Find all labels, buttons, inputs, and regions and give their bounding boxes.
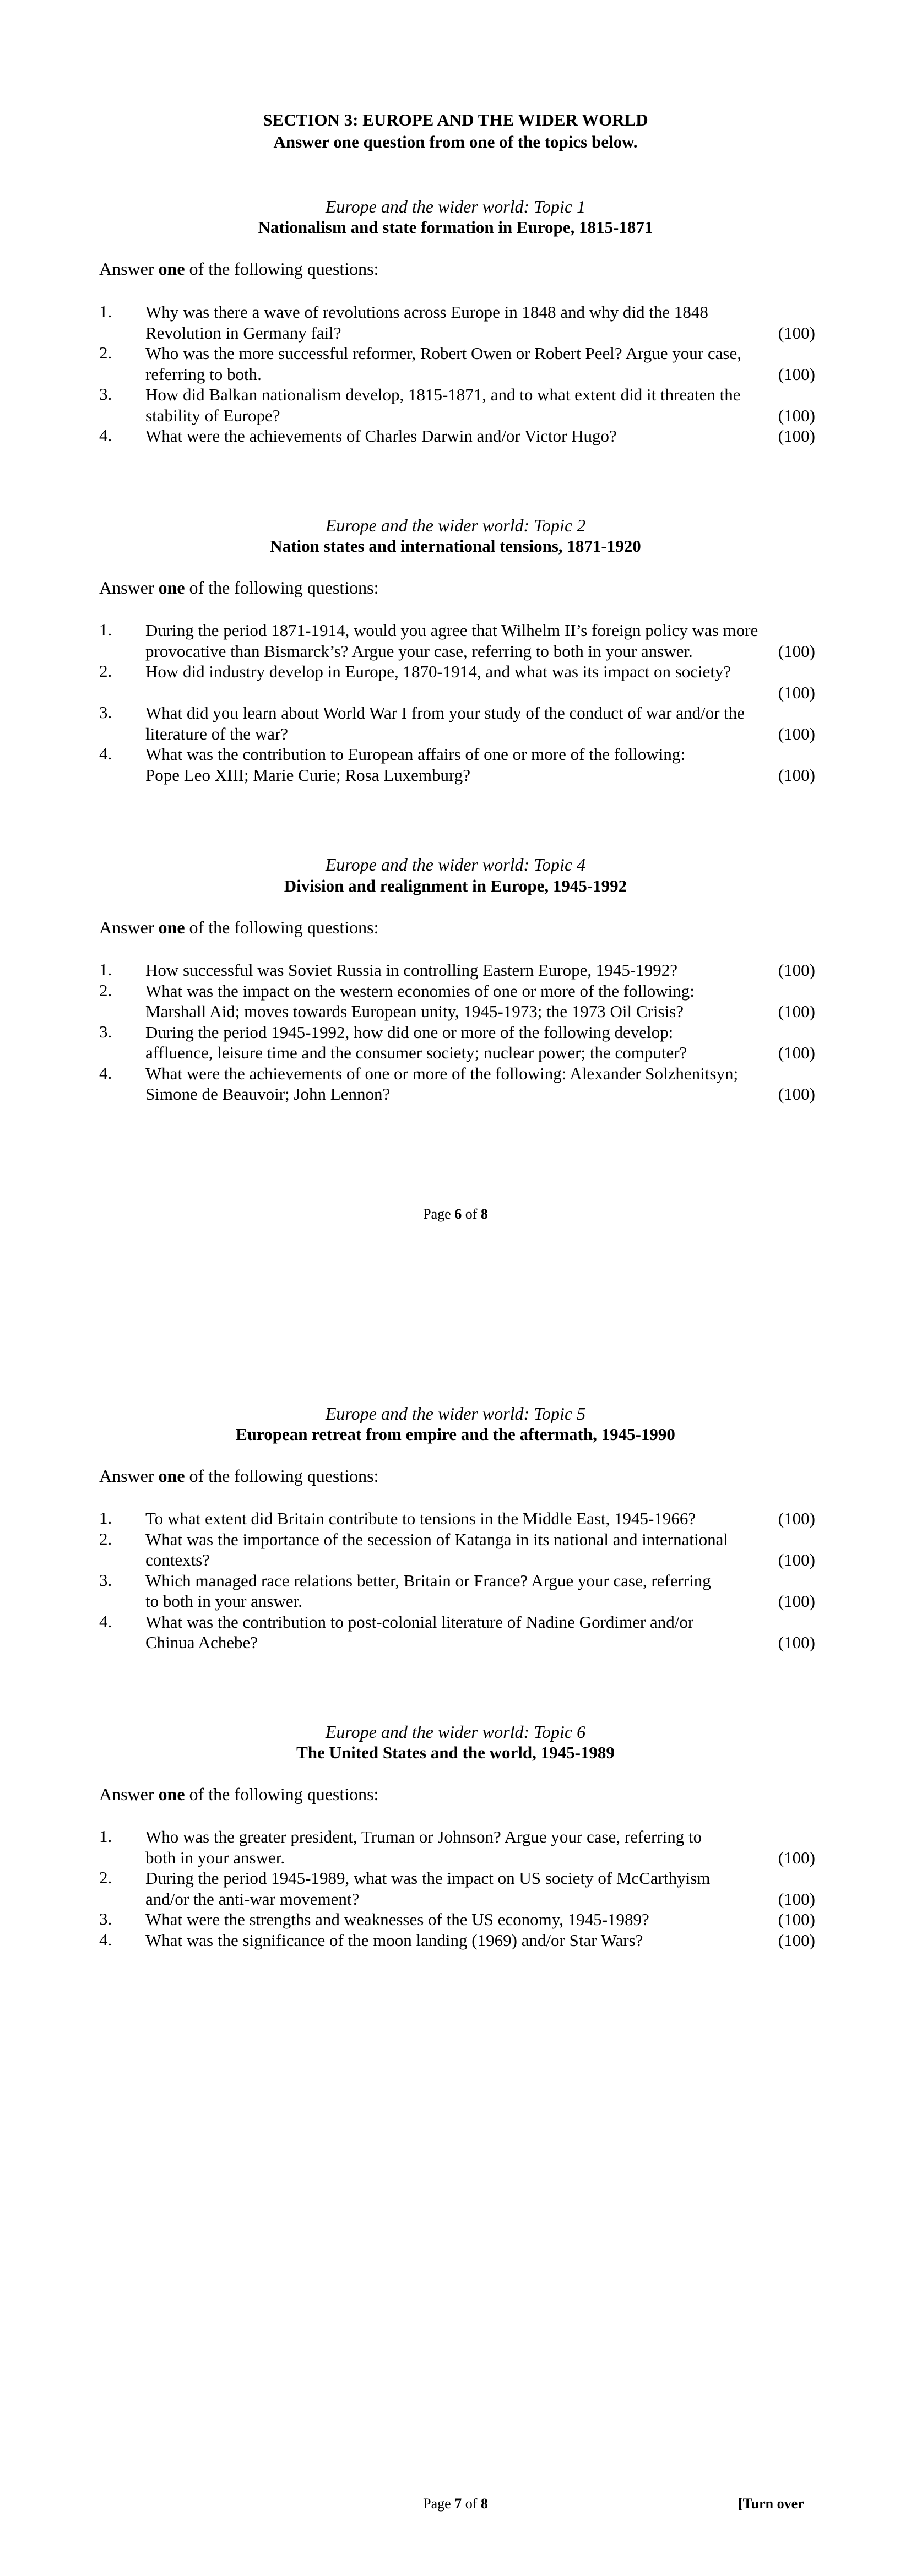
question-marks: (100)	[778, 426, 815, 445]
question-text: How did industry develop in Europe, 1870-1914, and what was its impact on society?	[145, 662, 731, 681]
question-text: What were the achievements of Charles Darwin and/or Victor Hugo?	[145, 426, 617, 445]
question-number: 2.	[99, 661, 112, 681]
question-item	[99, 1022, 815, 1063]
question-number: 3.	[99, 1570, 112, 1590]
question-text: Chinua Achebe?	[145, 1633, 258, 1652]
topic-label: Europe and the wider world: Topic 1	[325, 197, 586, 216]
question-text: Who was the greater president, Truman or Johnson? Argue your case, referring to	[145, 1827, 702, 1846]
topic-title: The United States and the world, 1945-1989	[296, 1743, 615, 1762]
question-text: Simone de Beauvoir; John Lennon?	[145, 1084, 391, 1104]
question-marks: (100)	[778, 1889, 815, 1909]
question-number: 1.	[99, 1508, 112, 1528]
topic-label: Europe and the wider world: Topic 6	[325, 1722, 586, 1742]
question-number: 4.	[99, 1063, 112, 1083]
question-text: What did you learn about World War I from your study of the conduct of war and/or the	[145, 703, 745, 722]
question-text: What was the contribution to post-colonial literature of Nadine Gordimer and/or	[145, 1612, 694, 1632]
question-marks: (100)	[778, 724, 815, 743]
question-text: During the period 1871-1914, would you agree that Wilhelm II’s foreign policy was more	[145, 621, 758, 640]
question-text: What was the impact on the western economies of one or more of the following:	[145, 981, 695, 1001]
question-text: What was the importance of the secession of Katanga in its national and international	[145, 1529, 728, 1549]
topic-label: Europe and the wider world: Topic 4	[325, 855, 586, 874]
question-text: Which managed race relations better, Britain or France? Argue your case, referring	[145, 1570, 711, 1590]
question-text: affluence, leisure time and the consumer society; nuclear power; the computer?	[145, 1043, 687, 1062]
question-marks: (100)	[778, 1002, 815, 1021]
question-marks: (100)	[778, 405, 815, 425]
question-marks: (100)	[778, 323, 815, 343]
question-number: 1.	[99, 960, 112, 979]
topic-instruction: Answer one of the following questions:	[99, 578, 379, 597]
question-text: Revolution in Germany fail?	[145, 323, 341, 343]
question-text: What were the achievements of one or more of the following: Alexander Solzhenitsyn;	[145, 1063, 739, 1083]
question-marks: (100)	[778, 765, 815, 785]
question-marks: (100)	[778, 1930, 815, 1950]
topic-instruction: Answer one of the following questions:	[99, 917, 379, 937]
page-number: Page 6 of 8	[423, 1206, 488, 1222]
question-text: Marshall Aid; moves towards European unity, 1945-1973; the 1973 Oil Crisis?	[145, 1002, 684, 1021]
question-number: 3.	[99, 1909, 112, 1928]
question-text: stability of Europe?	[145, 405, 280, 425]
topic-instruction: Answer one of the following questions:	[99, 259, 379, 279]
question-marks: (100)	[778, 1509, 815, 1528]
question-item	[99, 1570, 815, 1612]
question-number: 1.	[99, 620, 112, 639]
question-text: referring to both.	[145, 364, 262, 384]
topic-instruction: Answer one of the following questions:	[99, 1784, 379, 1804]
question-item	[99, 343, 815, 384]
question-text: What was the significance of the moon landing (1969) and/or Star Wars?	[145, 1930, 643, 1950]
question-item	[99, 661, 815, 703]
topic-title: Nation states and international tensions, 1871-1920	[270, 536, 641, 556]
question-item	[99, 426, 815, 447]
question-marks: (100)	[778, 1591, 815, 1611]
question-number: 1.	[99, 1827, 112, 1846]
question-list	[99, 620, 815, 785]
question-text: How successful was Soviet Russia in controlling Eastern Europe, 1945-1992?	[145, 960, 677, 980]
question-text: How did Balkan nationalism develop, 1815-1871, and to what extent did it threaten the	[145, 385, 741, 404]
question-number: 4.	[99, 1611, 112, 1631]
question-marks: (100)	[778, 641, 815, 661]
question-text: both in your answer.	[145, 1847, 285, 1867]
question-item	[99, 1868, 815, 1909]
topic-label: Europe and the wider world: Topic 5	[325, 1404, 586, 1423]
question-text: and/or the anti-war movement?	[145, 1889, 360, 1909]
question-text: What were the strengths and weaknesses of the US economy, 1945-1989?	[145, 1910, 649, 1929]
turn-over-note: [Turn over	[738, 2496, 804, 2512]
question-number: 2.	[99, 980, 112, 1000]
question-text: to both in your answer.	[145, 1591, 302, 1611]
question-item	[99, 1909, 815, 1930]
topic-title: Division and realignment in Europe, 1945-1992	[284, 876, 627, 895]
question-item	[99, 1612, 815, 1653]
question-marks: (100)	[778, 364, 815, 384]
question-marks: (100)	[778, 1910, 815, 1929]
question-marks: (100)	[778, 1550, 815, 1569]
question-item	[99, 384, 815, 426]
question-list	[99, 302, 815, 447]
question-text: Why was there a wave of revolutions across Europe in 1848 and why did the 1848	[145, 302, 708, 322]
topic-title: Nationalism and state formation in Europe, 1815-1871	[258, 218, 653, 237]
question-item	[99, 981, 815, 1022]
question-text: During the period 1945-1992, how did one or more of the following develop:	[145, 1022, 674, 1042]
question-list	[99, 960, 815, 1105]
question-text: What was the contribution to European affairs of one or more of the following:	[145, 744, 685, 764]
question-item	[99, 1508, 815, 1529]
question-marks: (100)	[778, 1847, 815, 1867]
question-text: During the period 1945-1989, what was the impact on US society of McCarthyism	[145, 1868, 711, 1888]
question-number: 3.	[99, 1021, 112, 1041]
question-item	[99, 1063, 815, 1105]
section-instruction: Answer one question from one of the topics below.	[273, 132, 638, 151]
question-item	[99, 1827, 815, 1868]
question-number: 3.	[99, 703, 112, 722]
question-item	[99, 960, 815, 981]
question-text: literature of the war?	[145, 724, 289, 743]
question-number: 1.	[99, 302, 112, 321]
question-marks: (100)	[778, 1633, 815, 1652]
section-title: SECTION 3: EUROPE AND THE WIDER WORLD	[263, 110, 648, 129]
question-marks: (100)	[778, 960, 815, 980]
question-number: 2.	[99, 1868, 112, 1887]
question-list	[99, 1508, 815, 1653]
question-number: 4.	[99, 744, 112, 763]
question-item	[99, 703, 815, 744]
question-marks: (100)	[778, 1043, 815, 1062]
question-marks: (100)	[778, 1084, 815, 1104]
question-number: 4.	[99, 426, 112, 445]
question-item	[99, 302, 815, 343]
question-marks: (100)	[778, 682, 815, 702]
question-text: contexts?	[145, 1550, 210, 1569]
topic-title: European retreat from empire and the aftermath, 1945-1990	[236, 1425, 675, 1444]
topic-instruction: Answer one of the following questions:	[99, 1466, 379, 1486]
topic-label: Europe and the wider world: Topic 2	[325, 515, 586, 535]
question-text: Pope Leo XIII; Marie Curie; Rosa Luxemburg?	[145, 765, 470, 785]
question-number: 2.	[99, 1529, 112, 1548]
question-item	[99, 620, 815, 661]
question-item	[99, 744, 815, 785]
page-number: Page 7 of 8	[423, 2496, 488, 2512]
question-number: 4.	[99, 1930, 112, 1949]
question-text: provocative than Bismarck’s? Argue your case, referring to both in your answer.	[145, 641, 693, 661]
question-number: 3.	[99, 384, 112, 404]
question-text: To what extent did Britain contribute to tensions in the Middle East, 1945-1966?	[145, 1509, 696, 1528]
question-item	[99, 1930, 815, 1951]
question-item	[99, 1529, 815, 1570]
question-text: Who was the more successful reformer, Robert Owen or Robert Peel? Argue your case,	[145, 344, 741, 363]
question-number: 2.	[99, 343, 112, 362]
question-list	[99, 1827, 815, 1950]
